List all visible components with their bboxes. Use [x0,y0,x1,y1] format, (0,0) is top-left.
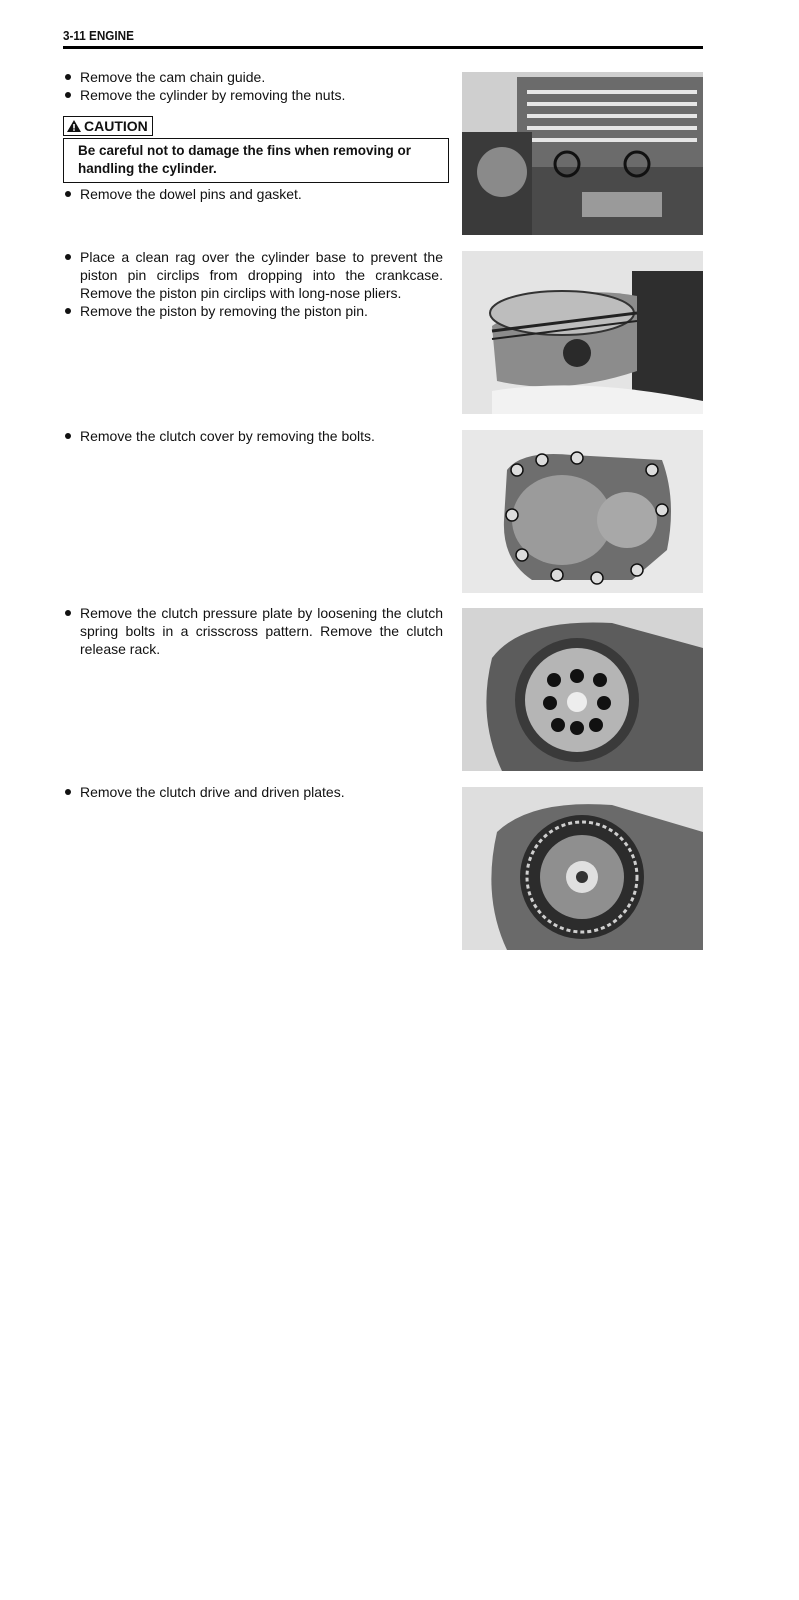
clutch-cover-photo [462,430,703,593]
caution-label [63,116,153,136]
step-list-clutch-cover [63,427,443,445]
step-list-dowel [63,185,443,203]
step-list-pressure-plate [63,604,443,658]
cylinder-photo [462,72,703,235]
piston-photo [462,251,703,414]
step-item: Remove the clutch cover by removing the bolts. [63,427,443,445]
caution-label-text: CAUTION [84,118,148,134]
step-item: Remove the dowel pins and gasket. [63,185,443,203]
caution-box: Be careful not to damage the fins when removing or handling the cylinder. [63,138,449,183]
step-list-piston [63,248,443,320]
step-item: Place a clean rag over the cylinder base to prevent the piston pin circlips from dropping into the crankcase. Remove the piston pin circlips with long-nose pliers. [63,248,443,302]
step-item: Remove the cam chain guide. [63,68,443,86]
clutch-pressure-plate-photo [462,608,703,771]
step-item: Remove the clutch drive and driven plates. [63,783,443,801]
step-list-clutch-plates [63,783,443,801]
step-item: Remove the cylinder by removing the nuts. [63,86,443,104]
step-item: Remove the piston by removing the piston pin. [63,302,443,320]
warning-icon [67,120,81,132]
step-list-cylinder [63,68,443,104]
step-item: Remove the clutch pressure plate by loosening the clutch spring bolts in a crisscross pattern. Remove the clutch release rack. [63,604,443,658]
section-title: 3-11 ENGINE [63,28,134,43]
clutch-plates-photo [462,787,703,950]
page-header [63,27,703,49]
